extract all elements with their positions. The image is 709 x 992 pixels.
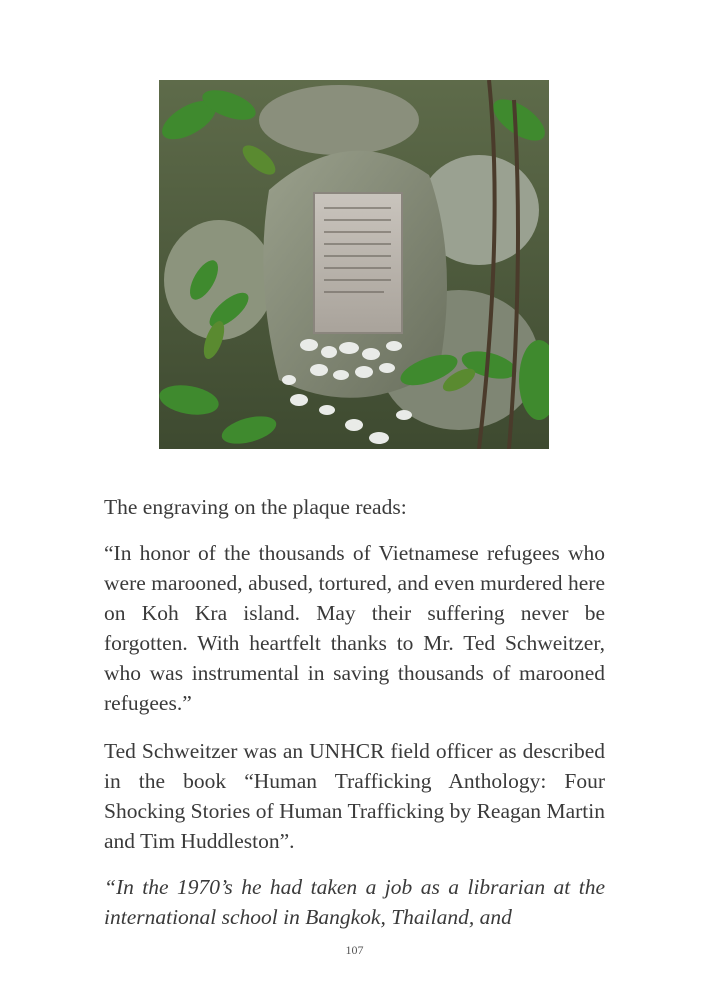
intro-paragraph: The engraving on the plaque reads: [104, 495, 407, 519]
context-paragraph: Ted Schweitzer was an UNHCR field officer as described in the book “Human Trafficking Anthology: Four Shocking Stories of Human Trafficking by Reagan Martin and Tim Huddleston”. [104, 739, 605, 853]
page-number: 107 [345, 943, 364, 957]
memorial-photo [159, 80, 549, 449]
excerpt-paragraph: “In the 1970’s he had taken a job as a librarian at the international school in Bangkok, Thailand, and [104, 875, 605, 929]
plaque-quote-paragraph: “In honor of the thousands of Vietnamese refugees who were marooned, abused, tortured, and even murdered here on Koh Kra island. May their suffering never be forgotten. With heartfelt thanks to Mr. Ted Schweitzer, who was instrumental in saving thousands of marooned refugees.” [104, 541, 605, 715]
